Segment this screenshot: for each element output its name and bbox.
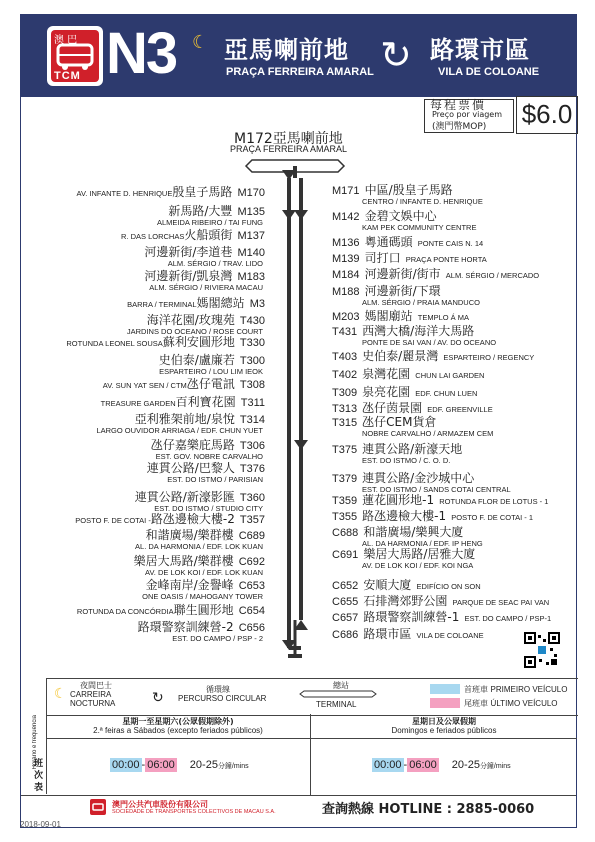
stop-name-cn: 氹仔CEM貨倉 xyxy=(362,415,437,429)
stop-name-cn: 連貫公路/新濠影匯 xyxy=(134,490,235,504)
stop-name-pt: ALM. SÉRGIO / PRAIA MANDUCO xyxy=(362,298,480,307)
stop-name-pt: ESPARTEIRO / REGENCY xyxy=(443,353,535,362)
last-bus-time: 06:00 xyxy=(409,759,437,771)
stop-name-cn: 連貫公路/新濠天地 xyxy=(362,442,463,456)
terminal-legend-icon xyxy=(298,690,378,698)
company-name-cn: 澳門公共汽車股份有限公司 xyxy=(112,800,208,809)
stop-name-cn: 樂居大馬路/樂群樓 xyxy=(133,554,234,568)
right-stop-item xyxy=(332,592,549,608)
stop-name-pt: NOBRE CARVALHO / ARMAZEM CEM xyxy=(362,429,494,438)
stop-name-cn: 氹仔嘉樂庇馬路 xyxy=(150,438,235,452)
legend-first-pt: PRIMEIRO VEÍCULO xyxy=(490,685,568,694)
stop-name-cn: 媽閣廟站 xyxy=(364,309,413,323)
left-stop-item xyxy=(103,375,265,391)
legend-first-cn: 首班車 xyxy=(464,685,488,694)
stop-name-cn: 河邊新街/下環 xyxy=(364,284,441,298)
stop-name-cn: 史伯泰/盧廉若 xyxy=(158,353,235,367)
stop-name-pt: EST. DO CAMPO / PSP - 2 xyxy=(172,634,263,643)
time-separator: - xyxy=(141,759,146,771)
moon-icon: ☾ xyxy=(192,32,209,53)
stop-code: T314 xyxy=(239,414,265,426)
time-separator: - xyxy=(403,759,408,771)
stop-name-cn: 泉灣花園 xyxy=(362,367,411,381)
left-stop-item xyxy=(77,183,266,199)
stop-name-pt: ESPARTEIRO / LOU LIM IEOK xyxy=(159,367,263,376)
left-stop-item xyxy=(77,601,265,617)
schedule-col2-cn: 星期日及公眾假期 xyxy=(412,717,476,726)
print-date: 2018-09-01 xyxy=(20,820,61,829)
stop-name-pt: AL. DA HARMONIA / EDF. IP HENG xyxy=(362,539,483,548)
right-stop-item xyxy=(332,625,484,641)
left-stop-item xyxy=(101,393,265,409)
stop-name-pt: EST. DO ISTMO / STUDIO CITY xyxy=(154,504,263,513)
stop-name-pt: EDF. GREENVILLE xyxy=(427,405,493,414)
right-stop-item xyxy=(332,347,534,363)
stop-name-pt: EST. DO ISTMO / C. O. D. xyxy=(362,456,451,465)
right-stop-item xyxy=(332,383,477,399)
left-stop-item xyxy=(134,552,265,577)
stop-code: M139 xyxy=(332,253,360,265)
right-stop-item xyxy=(332,307,469,323)
end-terminal-marker xyxy=(286,620,306,660)
stop-name-cn: 安順大廈 xyxy=(363,578,412,592)
stop-name-pt: JARDINS DO OCEANO / ROSE COURT xyxy=(126,327,263,336)
stop-name-pt: ALM. SÉRGIO / MERCADO xyxy=(445,271,540,280)
circular-route-icon: ↻ xyxy=(380,33,412,77)
stop-code: C654 xyxy=(238,605,265,617)
stop-code: C688 xyxy=(332,527,359,539)
stop-code: T430 xyxy=(239,315,265,327)
origin-name-cn: 亞馬喇前地 xyxy=(224,36,349,64)
left-stop-item xyxy=(127,294,265,310)
stop-name-cn: 百利寶花園 xyxy=(175,395,236,409)
stop-name-cn: 路氹邊檢大樓-2 xyxy=(150,512,235,526)
schedule-side-cn: 班 次 表 xyxy=(32,758,42,792)
schedule-col2-pt: Domingos e feriados públicos xyxy=(391,726,497,735)
stop-name-pt: AV. INFANTE D. HENRIQUE xyxy=(76,189,173,198)
left-stop-item xyxy=(157,202,265,227)
stop-name-cn: 和諧廣場/樂群樓 xyxy=(145,528,234,542)
schedule-col1-cn: 星期一至星期六(公眾假期除外) xyxy=(122,717,234,726)
frequency: 20-25 xyxy=(189,759,218,771)
stop-name-pt: EST. DO ISTMO / PARISIAN xyxy=(167,475,263,484)
stop-name-cn: 氹仔茵景園 xyxy=(362,401,423,415)
right-stop-item xyxy=(332,249,487,265)
last-bus-color-swatch xyxy=(430,698,460,708)
stop-name-pt: TEMPLO Á MA xyxy=(417,313,469,322)
stop-name-pt: R. DAS LORCHAS xyxy=(121,232,185,241)
stop-code: C656 xyxy=(238,622,265,634)
stop-code: T309 xyxy=(332,387,358,399)
stop-code: T306 xyxy=(239,440,265,452)
stop-code: T375 xyxy=(332,444,358,456)
right-stop-item xyxy=(332,322,496,347)
right-stop-item xyxy=(332,491,548,507)
stop-code: M136 xyxy=(332,237,360,249)
stop-name-pt: BARRA / TERMINAL xyxy=(127,300,197,309)
stop-code: T300 xyxy=(239,355,265,367)
stop-code: C652 xyxy=(332,580,359,592)
fare-currency: (澳門幣MOP) xyxy=(432,122,487,132)
hotline: 查詢熱線 HOTLINE : 2885-0060 xyxy=(322,802,535,817)
first-bus-time: 00:00 xyxy=(374,759,402,771)
stop-name-pt: KAM PEK COMMUNITY CENTRE xyxy=(362,223,477,232)
stop-name-cn: 西灣大橋/海洋大馬路 xyxy=(362,324,475,338)
stop-name-pt: POSTO F. DE COTAI - xyxy=(75,516,151,525)
stop-name-cn: 中區/殷皇子馬路 xyxy=(364,183,453,197)
stop-code: T379 xyxy=(332,473,358,485)
stop-name-pt: EST. DO CAMPO / PSP-1 xyxy=(464,614,552,623)
stop-name-cn: 媽閣總站 xyxy=(196,296,245,310)
start-stop-pt: PRAÇA FERREIRA AMARAL xyxy=(230,144,348,154)
circular-legend-icon: ↻ xyxy=(152,690,164,706)
stop-name-cn: 海洋花園/玫瑰苑 xyxy=(146,313,235,327)
legend-terminal-cn: 總站 xyxy=(333,681,349,690)
stop-name-cn: 聯生圓形地 xyxy=(173,603,234,617)
stop-code: M140 xyxy=(237,247,265,259)
left-stop-item xyxy=(144,267,265,292)
left-stop-item xyxy=(159,351,265,376)
stop-code: T431 xyxy=(332,326,358,338)
left-stop-item xyxy=(147,459,265,484)
legend-last-pt: ÚLTIMO VEÍCULO xyxy=(490,699,558,708)
stop-name-pt: ROTUNDA FLOR DE LOTUS - 1 xyxy=(439,497,549,506)
stop-name-cn: 金峰南岸/金譽峰 xyxy=(145,578,234,592)
stop-code: C691 xyxy=(332,549,359,561)
right-stop-item xyxy=(332,440,462,465)
logo-text: TCM xyxy=(54,70,81,82)
fare-label-cn: 每程票價 xyxy=(430,98,487,112)
schedule-side-pt: Horário e frequência xyxy=(32,715,38,770)
stop-name-pt: ROTUNDA LEONEL SOUSA xyxy=(66,339,163,348)
frequency-unit: 分鐘/mins xyxy=(479,763,511,770)
fare-label-pt: Preço por viagem xyxy=(432,110,503,119)
left-stop-item xyxy=(135,526,265,551)
stop-code: M183 xyxy=(237,271,265,283)
qr-code[interactable] xyxy=(524,632,560,668)
route-number: N3 xyxy=(106,21,177,86)
first-bus-color-swatch xyxy=(430,684,460,694)
stop-name-pt: TREASURE GARDEN xyxy=(100,399,176,408)
stop-code: C655 xyxy=(332,596,359,608)
stop-name-pt: CHUN LAI GARDEN xyxy=(415,371,485,380)
stop-name-cn: 火船頭街 xyxy=(184,228,233,242)
legend-first-bus xyxy=(464,684,567,695)
stop-code: M142 xyxy=(332,211,360,223)
stop-code: T360 xyxy=(239,492,265,504)
stop-name-cn: 連貫公路/巴黎人 xyxy=(146,461,235,475)
stop-name-pt: EST. DO ISTMO / SANDS COTAI CENTRAL xyxy=(362,485,511,494)
stop-name-cn: 殷皇子馬路 xyxy=(172,185,233,199)
stop-name-pt: ROTUNDA DA CONCÓRDIA xyxy=(76,607,174,616)
stop-name-pt: EDIFÍCIO ON SON xyxy=(416,582,481,591)
stop-name-cn: 和諧廣場/樂興大廈 xyxy=(363,525,464,539)
right-stop-item xyxy=(332,545,475,570)
stop-code: C686 xyxy=(332,629,359,641)
stop-name-pt: VILA DE COLOANE xyxy=(416,631,484,640)
schedule-col1-times xyxy=(110,759,249,771)
stop-code: T403 xyxy=(332,351,358,363)
legend-last-cn: 尾班車 xyxy=(464,699,488,708)
stop-name-pt: AL. DA HARMONIA / EDF. LOK KUAN xyxy=(135,542,263,551)
stop-name-cn: 路氹邊檢大樓-1 xyxy=(362,509,447,523)
stop-code: C653 xyxy=(238,580,265,592)
first-bus-time: 00:00 xyxy=(112,759,140,771)
stop-name-cn: 連貫公路/金沙城中心 xyxy=(362,471,475,485)
stop-name-pt: PONTE CAIS N. 14 xyxy=(417,239,484,248)
right-stop-item xyxy=(332,265,539,281)
start-stop-name: M172亞馬喇前地 xyxy=(234,131,343,147)
stop-name-cn: 河邊新街/街市 xyxy=(364,267,441,281)
stop-name-pt: ONE OASIS / MAHOGANY TOWER xyxy=(142,592,263,601)
left-stop-item xyxy=(142,576,265,601)
stop-name-cn: 亞利雅架前地/泉悅 xyxy=(134,412,235,426)
destination-name-pt: VILA DE COLOANE xyxy=(438,66,540,78)
stop-name-pt: PARQUE DE SEAC PAI VAN xyxy=(452,598,550,607)
footer-tcm-logo xyxy=(90,799,106,815)
stop-code: M203 xyxy=(332,311,360,323)
night-moon-icon: ☾ xyxy=(54,686,67,702)
stop-name-pt: AV. SUN YAT SEN / CTM xyxy=(102,381,187,390)
stop-name-cn: 蓮花圓形地-1 xyxy=(362,493,435,507)
right-stop-item xyxy=(332,207,476,232)
right-stop-item xyxy=(332,365,484,381)
last-bus-time: 06:00 xyxy=(147,759,175,771)
stop-name-cn: 粵通碼頭 xyxy=(364,235,413,249)
legend-last-bus xyxy=(464,698,558,709)
stop-name-cn: 金碧文娛中心 xyxy=(364,209,437,223)
right-stop-item xyxy=(332,282,480,307)
logo-chinese: 澳 巴 xyxy=(54,35,78,46)
stop-name-pt: LARGO OUVIDOR ARRIAGA / EDF. CHUN YUET xyxy=(96,426,263,435)
legend-night-cn: 夜間巴士 xyxy=(80,681,112,690)
right-stop-item xyxy=(332,576,481,592)
legend-circular-pt: PERCURSO CIRCULAR xyxy=(178,694,267,703)
legend-night-pt1: CARREIRA xyxy=(70,690,112,699)
stop-name-pt: CENTRO / INFANTE D. HENRIQUE xyxy=(362,197,483,206)
stop-name-cn: 蘇利安圓形地 xyxy=(162,335,235,349)
left-stop-item xyxy=(138,618,265,643)
stop-code: M184 xyxy=(332,269,360,281)
stop-name-cn: 路環警察訓練營-2 xyxy=(137,620,234,634)
stop-name-cn: 新馬路/大豐 xyxy=(168,204,233,218)
left-stop-item xyxy=(144,243,265,268)
stop-name-pt: ALM. SÉRGIO / TRAV. LIDO xyxy=(167,259,263,268)
stop-name-cn: 河邊新街/李道巷 xyxy=(144,245,233,259)
schedule-col2-times xyxy=(372,759,511,771)
frequency: 20-25 xyxy=(451,759,480,771)
stop-name-pt: ALMEIDA RIBEIRO / TAI FUNG xyxy=(157,218,263,227)
right-stop-item xyxy=(332,233,483,249)
stop-name-cn: 石排灣郊野公園 xyxy=(363,594,448,608)
stop-name-cn: 泉亮花園 xyxy=(362,385,411,399)
stop-name-cn: 路環市區 xyxy=(363,627,412,641)
left-stop-item xyxy=(66,333,265,349)
stop-name-cn: 司打口 xyxy=(364,251,401,265)
legend-terminal-pt: TERMINAL xyxy=(316,700,357,709)
footer-divider xyxy=(21,795,576,796)
stop-code: T315 xyxy=(332,417,358,429)
stop-code: M171 xyxy=(332,185,360,197)
stop-code: T308 xyxy=(239,379,265,391)
fare-value: $6.0 xyxy=(516,96,578,134)
right-stop-item xyxy=(332,181,483,206)
stop-code: T359 xyxy=(332,495,358,507)
stop-name-cn: 氹仔電訊 xyxy=(186,377,235,391)
stop-code: M170 xyxy=(237,187,265,199)
origin-name-pt: PRAÇA FERREIRA AMARAL xyxy=(226,66,374,78)
schedule-col1-pt: 2.ª feiras a Sábados (excepto feriados públicos) xyxy=(93,726,263,735)
stop-code: C657 xyxy=(332,612,359,624)
stop-code: M3 xyxy=(249,298,265,310)
stop-name-pt: AV. DE LOK KOI / EDF. KOI NGA xyxy=(362,561,474,570)
company-name-pt: SOCIEDADE DE TRANSPORTES COLECTIVOS DE MACAU S.A. xyxy=(112,809,276,815)
stop-name-pt: POSTO F. DE COTAI - 1 xyxy=(451,513,534,522)
left-stop-item xyxy=(121,226,265,242)
stop-name-pt: EST. GOV. NOBRE CARVALHO xyxy=(155,452,263,461)
stop-code: C692 xyxy=(238,556,265,568)
stop-name-pt: PRAÇA PONTE HORTA xyxy=(405,255,487,264)
right-stop-item xyxy=(332,413,493,438)
left-stop-item xyxy=(96,410,265,435)
legend-night-pt2: NOCTURNA xyxy=(70,699,116,708)
stop-name-cn: 史伯泰/麗景灣 xyxy=(362,349,439,363)
stop-code: T376 xyxy=(239,463,265,475)
stop-code: M135 xyxy=(237,206,265,218)
stop-code: M137 xyxy=(237,230,265,242)
tcm-logo xyxy=(46,25,104,87)
stop-code: T402 xyxy=(332,369,358,381)
frequency-unit: 分鐘/mins xyxy=(217,763,249,770)
stop-name-pt: ALM. SÉRGIO / RIVIERA MACAU xyxy=(149,283,263,292)
stop-code: M188 xyxy=(332,286,360,298)
stop-name-pt: PONTE DE SAI VAN / AV. DO OCEANO xyxy=(362,338,497,347)
stop-code: T313 xyxy=(332,403,358,415)
right-stop-item xyxy=(332,608,551,624)
legend-circular-cn: 循環線 xyxy=(206,685,230,694)
stop-name-pt: AV. DE LOK KOI / EDF. LOK KUAN xyxy=(145,568,263,577)
stop-name-cn: 樂居大馬路/居雅大廈 xyxy=(363,547,476,561)
stop-name-cn: 河邊新街/凱泉灣 xyxy=(144,269,233,283)
left-stop-item xyxy=(151,436,265,461)
destination-name-cn: 路環市區 xyxy=(430,36,530,64)
stop-code: T311 xyxy=(240,397,265,409)
stop-code: T355 xyxy=(332,511,358,523)
stop-code: C689 xyxy=(238,530,265,542)
stop-code: T357 xyxy=(239,514,265,526)
stop-name-cn: 路環警察訓練營-1 xyxy=(363,610,460,624)
stop-name-pt: EDF. CHUN LUEN xyxy=(415,389,478,398)
stop-code: T330 xyxy=(239,337,265,349)
